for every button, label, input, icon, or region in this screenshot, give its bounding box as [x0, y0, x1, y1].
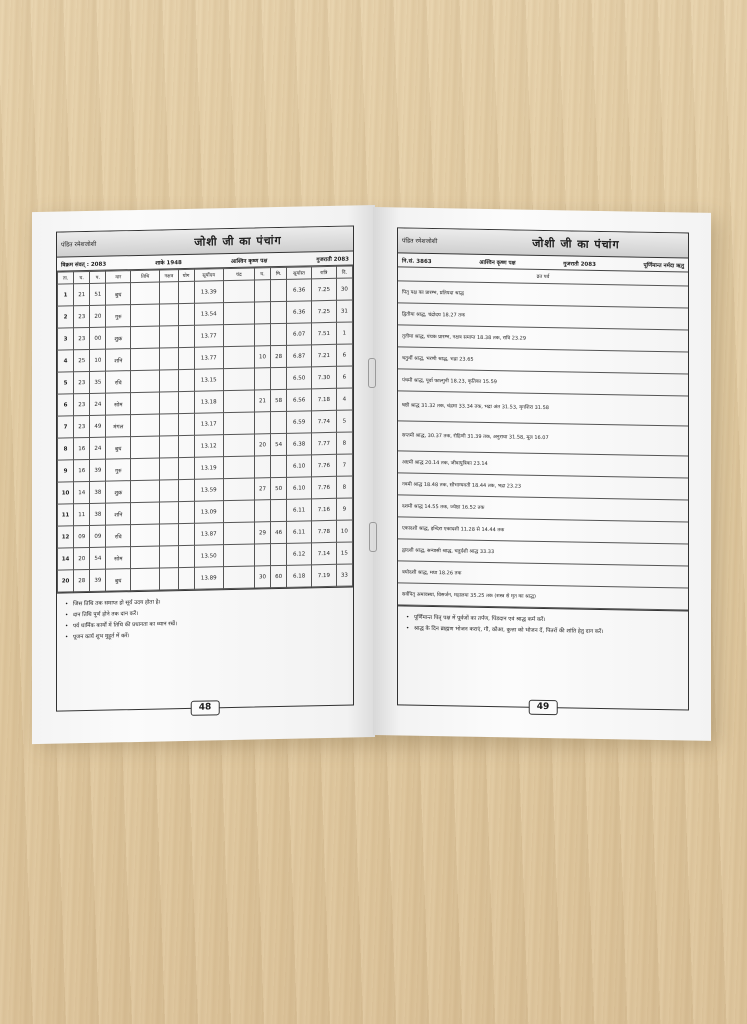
calendar-cell	[178, 501, 194, 523]
calendar-cell: 28	[74, 569, 90, 591]
calendar-cell	[254, 544, 270, 566]
calendar-cell: 13.77	[194, 347, 223, 370]
calendar-cell: रवि	[106, 525, 131, 548]
calendar-cell	[178, 303, 194, 325]
calendar-cell	[223, 478, 254, 501]
calendar-cell: 13.54	[194, 303, 223, 326]
calendar-cell	[254, 302, 270, 324]
calendar-cell: 29	[254, 522, 270, 544]
calendar-cell: 54	[90, 547, 106, 569]
calendar-cell: 6.07	[287, 323, 312, 346]
event-text: दशमी श्राद्ध 14.55 तक, ज्येष्ठा 16.52 तक	[398, 495, 688, 522]
calendar-cell: सोम	[106, 547, 131, 570]
page-number-right: 49	[529, 700, 558, 715]
calendar-cell: 6.87	[287, 345, 312, 368]
calendar-cell: 13.89	[194, 567, 223, 590]
calendar-cell: मंगल	[106, 415, 131, 438]
calendar-cell	[223, 500, 254, 523]
calendar-cell	[254, 368, 270, 390]
calendar-cell: 14	[74, 481, 90, 503]
calendar-cell: 8	[336, 432, 352, 454]
calendar-cell	[131, 348, 160, 371]
calendar-cell: 13.12	[194, 435, 223, 458]
calendar-cell	[223, 566, 254, 589]
calendar-cell	[178, 369, 194, 391]
calendar-cell	[223, 522, 254, 545]
calendar-cell: 13.18	[194, 391, 223, 414]
calendar-cell: 4	[336, 388, 352, 410]
calendar-cell: 7.76	[311, 454, 336, 477]
col-header: मि.	[271, 267, 287, 279]
calendar-cell	[160, 370, 178, 392]
calendar-cell	[271, 279, 287, 301]
calendar-cell	[254, 500, 270, 522]
calendar-cell: 7.78	[311, 520, 336, 543]
calendar-cell: 38	[90, 481, 106, 503]
right-subhead-ns: नि.सं. 3863	[402, 258, 432, 265]
calendar-cell: 6.11	[287, 499, 312, 522]
calendar-cell: 13.59	[194, 479, 223, 502]
col-header: ता.	[58, 272, 74, 284]
note-item: • पर्व धार्मिक कार्यों में तिथि की प्रधानता का ध्यान रखें।	[73, 616, 345, 633]
calendar-cell: 27	[254, 478, 270, 500]
note-item: • जिस तिथि तक समाप्त हो सूर्य उदय होता है।	[73, 594, 345, 611]
calendar-cell: 24	[90, 393, 106, 415]
col-header: सूर्यास्त	[287, 267, 312, 280]
calendar-cell: 25	[74, 349, 90, 371]
calendar-cell: 38	[90, 503, 106, 525]
calendar-cell	[131, 458, 160, 481]
events-table	[398, 267, 688, 610]
calendar-cell: 6.36	[287, 279, 312, 302]
calendar-cell: 8	[336, 476, 352, 498]
calendar-cell: 12	[58, 526, 74, 548]
calendar-cell: 30	[254, 566, 270, 588]
calendar-cell: 10	[58, 482, 74, 504]
calendar-cell	[254, 412, 270, 434]
note-item: • दान तिथि पूर्ण होने तक दान करें।	[73, 605, 345, 622]
calendar-cell: 31	[336, 300, 352, 322]
calendar-cell: 9	[58, 460, 74, 482]
calendar-cell: 7.76	[311, 476, 336, 499]
calendar-cell	[131, 304, 160, 327]
col-header: नक्षत्र	[160, 270, 178, 282]
event-text: एकादशी श्राद्ध, इन्दिरा एकादशी 11.28 से 14.44 तक	[398, 517, 688, 544]
calendar-cell: 58	[271, 389, 287, 411]
calendar-cell: 7.14	[311, 542, 336, 565]
calendar-cell	[223, 368, 254, 391]
calendar-cell: 15	[336, 542, 352, 564]
calendar-cell	[160, 458, 178, 480]
calendar-cell: 13.87	[194, 523, 223, 546]
calendar-cell: 21	[254, 390, 270, 412]
note-item: • पूजन कार्य शुभ मुहूर्त में करें।	[73, 627, 345, 644]
col-header: दि.	[336, 266, 352, 278]
calendar-cell: 23	[74, 415, 90, 437]
calendar-cell	[160, 480, 178, 502]
calendar-cell	[160, 546, 178, 568]
calendar-cell: 10	[90, 349, 106, 371]
calendar-cell	[160, 502, 178, 524]
calendar-cell: 6	[336, 366, 352, 388]
left-notes	[57, 586, 353, 649]
calendar-cell	[223, 456, 254, 479]
calendar-cell: 28	[271, 345, 287, 367]
right-publisher: पंडित रमेशजोशी	[402, 237, 438, 246]
calendar-cell	[160, 348, 178, 370]
calendar-cell: 11	[74, 503, 90, 525]
calendar-cell: 13.17	[194, 413, 223, 436]
calendar-cell	[160, 568, 178, 590]
calendar-cell: 20	[58, 570, 74, 592]
event-text: नवमी श्राद्ध 18.48 तक, सौभाग्यवती 18.44 तक, भद्रा 23.23	[398, 473, 688, 500]
calendar-cell: 6.11	[287, 521, 312, 544]
calendar-cell: 7.25	[311, 300, 336, 323]
calendar-cell: 6.36	[287, 301, 312, 324]
calendar-cell	[271, 499, 287, 521]
calendar-cell: 23	[74, 371, 90, 393]
col-header: रात्रि	[311, 266, 336, 279]
note-item: • श्राद्ध के दिन ब्राह्मण भोजन कराएं, गौ, कौआ, कुत्ता को भोजन दें, पितरों की शांति हेतु दान करें।	[414, 624, 680, 640]
calendar-cell	[178, 347, 194, 369]
calendar-cell: 6	[336, 344, 352, 366]
right-page	[373, 207, 711, 741]
calendar-cell	[271, 367, 287, 389]
calendar-cell: 39	[90, 569, 106, 591]
calendar-cell	[178, 479, 194, 501]
calendar-cell: 20	[74, 547, 90, 569]
calendar-cell: 2	[58, 306, 74, 328]
calendar-cell: 3	[58, 328, 74, 350]
col-header: चंद्र	[223, 268, 254, 281]
calendar-cell: 6.10	[287, 477, 312, 500]
calendar-cell: 13.50	[194, 545, 223, 568]
calendar-cell: 54	[271, 433, 287, 455]
calendar-cell: 09	[90, 525, 106, 547]
calendar-cell: 49	[90, 415, 106, 437]
calendar-cell	[271, 455, 287, 477]
calendar-cell	[131, 480, 160, 503]
calendar-cell: 50	[271, 477, 287, 499]
calendar-cell: शुक्र	[106, 327, 131, 350]
calendar-cell	[271, 301, 287, 323]
calendar-cell: 20	[254, 434, 270, 456]
event-text: पंचमी श्राद्ध, पूर्वा फाल्गुनी 18.23, कृतिका 15.59	[398, 369, 688, 396]
calendar-cell	[178, 523, 194, 545]
calendar-cell	[223, 324, 254, 347]
calendar-cell: 20	[90, 305, 106, 327]
calendar-cell: 6.18	[287, 565, 312, 588]
left-subhead-gujarati: गुजराती 2083	[316, 256, 349, 263]
calendar-cell: बुध	[106, 437, 131, 460]
left-page	[32, 205, 375, 744]
col-header: घ.	[254, 268, 270, 280]
calendar-cell: 51	[90, 283, 106, 305]
calendar-cell	[160, 304, 178, 326]
calendar-cell: 6.50	[287, 367, 312, 390]
calendar-cell: 30	[336, 278, 352, 300]
calendar-cell	[131, 568, 160, 591]
calendar-cell	[131, 392, 160, 415]
calendar-cell: शनि	[106, 503, 131, 526]
calendar-cell	[160, 282, 178, 304]
calendar-cell: रवि	[106, 371, 131, 394]
calendar-cell	[223, 280, 254, 303]
calendar-cell: 13.09	[194, 501, 223, 524]
calendar-cell: 7.19	[311, 564, 336, 587]
left-page-frame	[56, 225, 354, 711]
calendar-cell: 1	[336, 322, 352, 344]
calendar-cell	[178, 325, 194, 347]
calendar-cell: 35	[90, 371, 106, 393]
calendar-cell	[131, 436, 160, 459]
right-subhead-gujarati: गुजराती 2083	[563, 260, 596, 268]
event-text: पितृ पक्ष का प्रारम्भ, प्रतिपदा श्राद्ध	[398, 281, 688, 308]
calendar-cell: 16	[74, 437, 90, 459]
right-page-frame	[397, 227, 689, 713]
calendar-cell: 7.74	[311, 410, 336, 433]
left-subhead-paksha: आश्विन कृष्ण पक्ष	[230, 257, 268, 265]
calendar-cell: शनि	[106, 349, 131, 372]
calendar-cell: 7.51	[311, 322, 336, 345]
events-body	[398, 267, 688, 610]
event-text: द्वितीया श्राद्ध, चंद्रोदय 18.27 तक	[398, 303, 688, 330]
calendar-cell	[131, 414, 160, 437]
calendar-cell	[178, 281, 194, 303]
calendar-cell	[160, 326, 178, 348]
calendar-cell: 09	[74, 525, 90, 547]
calendar-cell: 23	[74, 393, 90, 415]
calendar-cell	[178, 413, 194, 435]
calendar-cell	[131, 282, 160, 305]
calendar-cell	[160, 436, 178, 458]
calendar-cell: 5	[336, 410, 352, 432]
calendar-cell: 7.18	[311, 388, 336, 411]
section-label: व्रत पर्व	[398, 267, 688, 286]
calendar-cell: 6.38	[287, 433, 312, 456]
calendar-cell	[178, 435, 194, 457]
event-text: तृतीया श्राद्ध, पंचक प्रारम्भ, नक्षत्र समाप्त 18.38 तक, रात्रि 23.29	[398, 325, 688, 352]
calendar-cell: 00	[90, 327, 106, 349]
note-item: • पूर्णिमान्त पितृ पक्ष में पूर्वजों का तर्पण, पिंडदान एवं श्राद्ध कर्म करें।	[414, 613, 680, 629]
calendar-cell: 6.10	[287, 455, 312, 478]
calendar-cell: 8	[58, 438, 74, 460]
calendar-cell: 7.30	[311, 366, 336, 389]
right-notes	[398, 605, 688, 645]
calendar-cell	[131, 370, 160, 393]
staple-top	[368, 358, 376, 388]
calendar-cell: 5	[58, 372, 74, 394]
calendar-cell: 7.21	[311, 344, 336, 367]
calendar-cell: 7	[336, 454, 352, 476]
calendar-cell: 46	[271, 521, 287, 543]
calendar-cell: 16	[74, 459, 90, 481]
calendar-cell	[160, 392, 178, 414]
calendar-cell	[223, 544, 254, 567]
calendar-cell: 33	[336, 564, 352, 586]
calendar-cell	[160, 414, 178, 436]
calendar-cell: 24	[90, 437, 106, 459]
calendar-table	[57, 265, 353, 592]
calendar-cell: 6	[58, 394, 74, 416]
calendar-cell: 1	[58, 284, 74, 306]
calendar-cell	[223, 412, 254, 435]
calendar-cell: 7.77	[311, 432, 336, 455]
calendar-cell	[160, 524, 178, 546]
right-subhead-ritu: पूर्णिमान्त नर्मदा ऋतु	[643, 262, 684, 269]
left-page-title: जोशी जी का पंचांग	[194, 233, 282, 249]
calendar-cell	[223, 346, 254, 369]
calendar-cell: 7.25	[311, 278, 336, 301]
event-text: द्वादशी श्राद्ध, सन्यासी श्राद्ध, चतुर्दशी श्राद्ध 33.33	[398, 539, 688, 566]
col-header: तिथि	[131, 270, 160, 283]
calendar-cell: 23	[74, 305, 90, 327]
calendar-cell	[178, 457, 194, 479]
calendar-cell: 13.15	[194, 369, 223, 392]
calendar-cell: 13.39	[194, 281, 223, 304]
calendar-cell: 6.59	[287, 411, 312, 434]
col-header: प.	[90, 271, 106, 283]
calendar-cell: 21	[74, 283, 90, 305]
calendar-cell	[223, 434, 254, 457]
event-text: षष्ठी श्राद्ध 31.32 तक, चंद्रमा 33.34 तक, भद्रा अंत 31.53, मृगशिरा 31.58	[398, 391, 688, 426]
calendar-cell: बुध	[106, 569, 131, 592]
calendar-cell: 6.12	[287, 543, 312, 566]
calendar-cell	[178, 567, 194, 589]
calendar-cell: 7.16	[311, 498, 336, 521]
calendar-cell: 11	[58, 504, 74, 526]
calendar-cell: 10	[254, 346, 270, 368]
page-number-left: 48	[191, 700, 220, 716]
calendar-cell: गुरु	[106, 459, 131, 482]
event-text: सर्वपितृ अमावस्या, विसर्जन, महालया 35.25 तक (शस्त्र से मृत का श्राद्ध)	[398, 583, 688, 610]
left-subhead-samvat: विक्रम संवत् : 2083	[61, 261, 107, 269]
calendar-cell: सोम	[106, 393, 131, 416]
calendar-body	[58, 278, 353, 592]
event-text: सप्तमी श्राद्ध, 30.37 तक, रोहिणी 31.39 तक, अनुराधा 31.58, मूल 16.07	[398, 421, 688, 456]
calendar-cell	[254, 456, 270, 478]
calendar-cell: 7	[58, 416, 74, 438]
col-header: घ.	[74, 271, 90, 283]
calendar-cell: गुरु	[106, 305, 131, 328]
event-text: त्रयोदशी श्राद्ध, मघा 18.26 तक	[398, 561, 688, 588]
calendar-cell	[131, 546, 160, 569]
calendar-cell	[271, 543, 287, 565]
calendar-cell	[131, 524, 160, 547]
calendar-cell: 13.19	[194, 457, 223, 480]
col-header: सूर्योदय	[194, 269, 223, 282]
calendar-cell: बुध	[106, 283, 131, 306]
calendar-cell: 39	[90, 459, 106, 481]
calendar-cell: 60	[271, 565, 287, 587]
calendar-cell	[254, 280, 270, 302]
event-text: चतुर्थी श्राद्ध, भरणी श्राद्ध, भद्रा 23.65	[398, 347, 688, 374]
calendar-cell: 9	[336, 498, 352, 520]
event-text: अष्टमी श्राद्ध 20.14 तक, जीवत्पुत्रिका 23.14	[398, 451, 688, 478]
col-header: वार	[106, 271, 131, 284]
calendar-cell	[271, 411, 287, 433]
calendar-cell	[223, 302, 254, 325]
calendar-cell	[131, 326, 160, 349]
calendar-cell	[223, 390, 254, 413]
calendar-cell	[131, 502, 160, 525]
calendar-cell: 14	[58, 548, 74, 570]
staple-bottom	[369, 522, 377, 552]
col-header: योग	[178, 269, 194, 281]
left-subhead-shake: शाके 1948	[155, 259, 182, 267]
calendar-cell: शुक्र	[106, 481, 131, 504]
calendar-cell	[178, 545, 194, 567]
calendar-cell: 10	[336, 520, 352, 542]
calendar-cell: 6.56	[287, 389, 312, 412]
calendar-cell	[271, 323, 287, 345]
left-publisher: पंडित रमेशजोशी	[61, 240, 97, 249]
calendar-cell	[254, 324, 270, 346]
right-page-title: जोशी जी का पंचांग	[532, 236, 620, 251]
calendar-cell: 23	[74, 327, 90, 349]
right-subhead-paksha: आश्विन कृष्ण पक्ष	[479, 259, 516, 266]
calendar-cell	[178, 391, 194, 413]
calendar-cell: 4	[58, 350, 74, 372]
calendar-cell: 13.77	[194, 325, 223, 348]
